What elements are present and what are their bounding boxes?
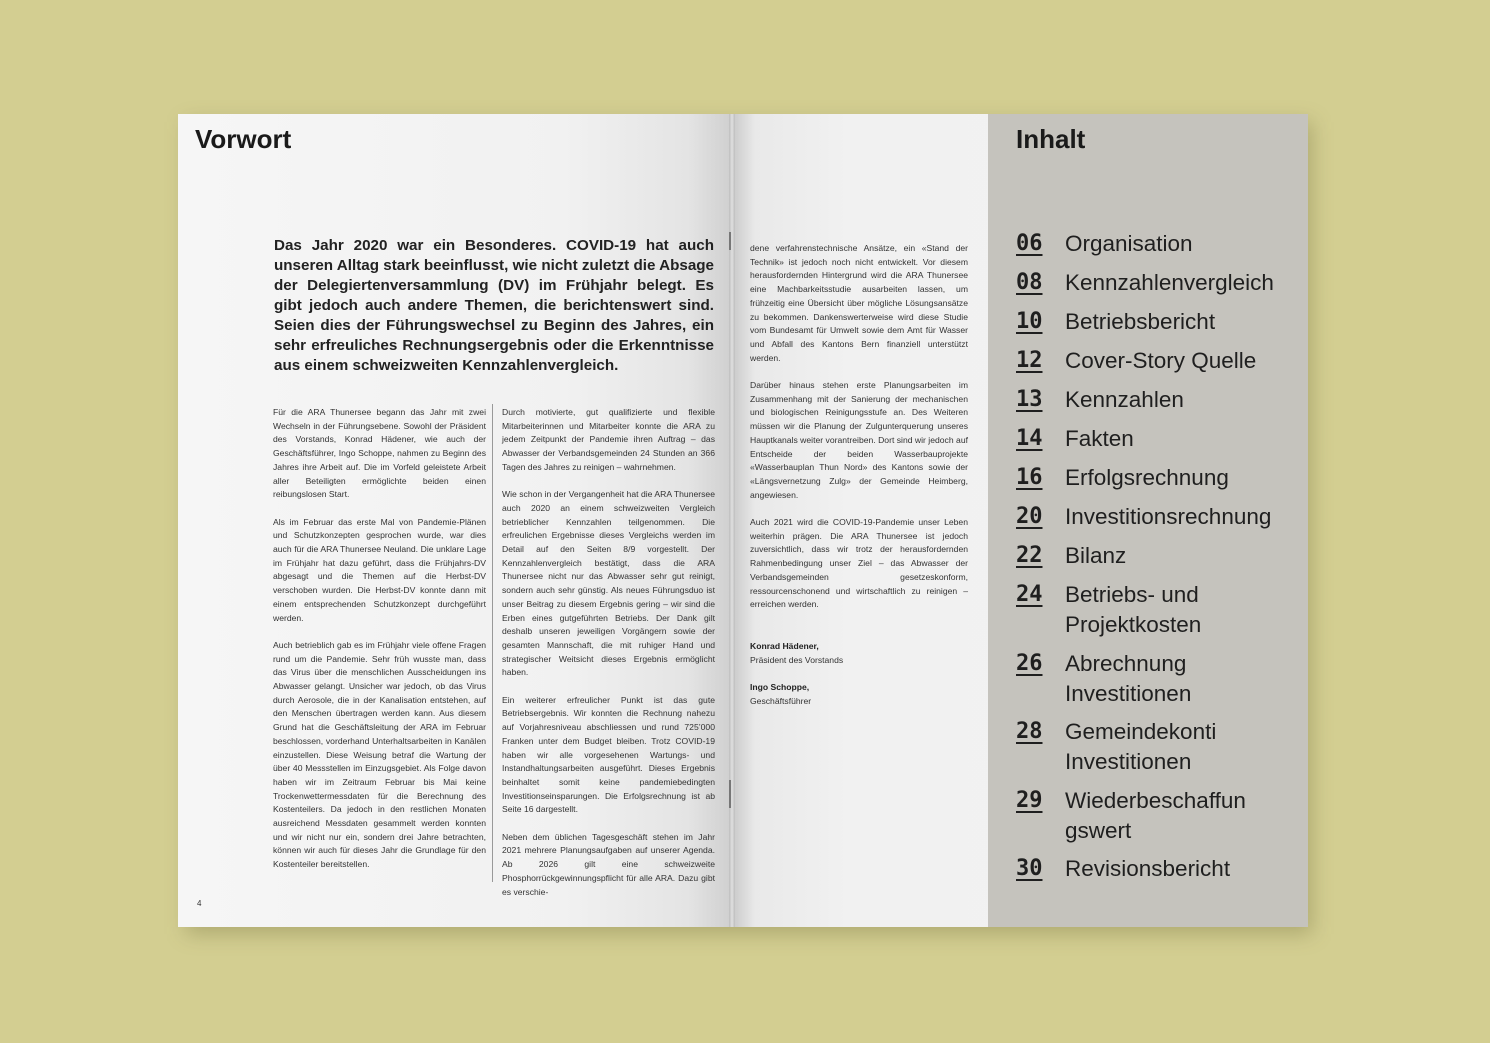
toc-page-number: 13 bbox=[1016, 387, 1043, 412]
toc-page-number: 12 bbox=[1016, 348, 1043, 373]
toc-entry-label: Wiederbeschaffungswert bbox=[1065, 788, 1246, 843]
text-column-3 bbox=[750, 242, 968, 626]
toc-entry-label: Investitionsrechnung bbox=[1065, 504, 1272, 529]
toc-page-number: 24 bbox=[1016, 582, 1043, 607]
paragraph: Als im Februar das erste Mal von Pandemie-Plänen und Schutzkonzepten gesprochen wurde, war dies auch für die ARA Thunersee Neuland. Die unklare Lage im Frühjahr hat dazu geführt, dass die Frühjahrs-DV abgesagt und die Themen auf die Herbst-DV verschoben wurden. Die Herbst-DV konnte dann mit einem entsprechenden Schutzkonzept durchgeführt werden. bbox=[273, 516, 486, 623]
column-divider bbox=[492, 404, 493, 882]
paragraph: Auch 2021 wird die COVID-19-Pandemie unser Leben weiterhin prägen. Die ARA Thunersee ist jedoch zuversichtlich, dass wir trotz der herausfordernden Rahmenbedingung unser Ziel – das Abwasser der Verbandsgemeinden gesetzeskonform, ressourcenschonend und wirtschaftlich zu reinigen – erreichen werden. bbox=[750, 517, 968, 610]
paragraph: Durch motivierte, gut qualifizierte und flexible Mitarbeiterinnen und Mitarbeiter konnte die ARA zu jedem Zeitpunkt der Pandemie ihren Auftrag – das Abwasser der Verbandsgemeinden 24 Stunden an 366 Tagen des Jahres zu reinigen – wahrnehmen. bbox=[502, 407, 715, 472]
toc-entry-label: Cover-Story Quelle bbox=[1065, 348, 1257, 373]
toc-page-number: 29 bbox=[1016, 788, 1043, 813]
toc-page-number: 14 bbox=[1016, 426, 1043, 451]
toc-page-number: 26 bbox=[1016, 651, 1043, 676]
toc-page-number: 16 bbox=[1016, 465, 1043, 490]
signature-role: Präsident des Vorstands bbox=[750, 654, 844, 665]
paragraph: Ein weiterer erfreulicher Punkt ist das gute Betriebsergebnis. Wir konnten die Rechnung nahezu auf Vorjahresniveau abschliessen und rund 725’000 Franken unter dem Budget bleiben. Trotz COVID-19 haben wir alle vorgesehenen Wartungs- und Instandhaltungsarbeiten ausgeführt. Dieses Ergebnis beinhaltet somit keine pandemiebedingten Investitionseinsparungen. Die Erfolgsrechnung ist ab Seite 16 dargestellt. bbox=[502, 694, 715, 815]
signature-role: Geschäftsführer bbox=[750, 695, 812, 706]
paragraph: dene verfahrenstechnische Ansätze, ein «Stand der Technik» ist jedoch noch nicht entwickelt. Vor diesem herausfordernden Hintergrund wird die ARA Thunersee eine Machbarkeitsstudie ausarbeiten lassen, um frühzeitig eine Übersicht über mögliche Lösungsansätze zu bekommen. Dankenswerterweise wird diese Studie vom Bundesamt für Umwelt sowie dem Amt für Wasser und Abfall des Kantons Bern finanziell unterstützt werden. bbox=[750, 243, 968, 363]
paragraph: Auch betrieblich gab es im Frühjahr viele offene Fragen rund um die Pandemie. Sehr früh wusste man, dass das Virus über die menschlichen Ausscheidungen ins Abwasser gelangt. Unsicher war jedoch, ob das Virus durch Aerosole, die in der Kanalisation entstehen, auf den Menschen übertragen werden kann. Aus diesem Grund hat die Geschäftsleitung der ARA im Februar beschlossen, vorderhand Unterhaltsarbeiten in Kanälen einzustellen. Diese Weisung betraf die Wartung der über 40 Messstellen im Einzugsgebiet. Als Folge davon haben wir im Zeitraum Februar bis Mai keine Trockenwettermessdaten für die Berechnung des Kostenteilers. Da jedoch in den restlichen Monaten ausreichend Messdaten gesammelt werden konnten und wir nicht nur ein, sondern drei Jahre betrachten, können wir auch für dieses Jahr die Grundlage für den Kostenteiler bereitstellen. bbox=[273, 639, 486, 870]
toc-page-number: 22 bbox=[1016, 543, 1043, 568]
toc-title: Inhalt bbox=[1016, 124, 1086, 154]
text-column-2 bbox=[502, 406, 715, 913]
toc-entry-label: Fakten bbox=[1065, 426, 1134, 451]
toc-entry-label: Revisionsbericht bbox=[1065, 856, 1231, 881]
toc-entry-label: Betriebs- und Projektkosten bbox=[1065, 582, 1202, 637]
toc-entry-label: Kennzahlen bbox=[1065, 387, 1184, 412]
toc-page-number: 10 bbox=[1016, 309, 1043, 334]
text-column-1 bbox=[273, 406, 486, 886]
paragraph: Neben dem üblichen Tagesgeschäft stehen im Jahr 2021 mehrere Planungsaufgaben auf unserer Agenda. Ab 2026 gilt eine schweizweite Phosphorrückgewinnungspflicht für alle ARA. Dazu gibt es verschie- bbox=[502, 831, 715, 897]
toc-entry-label: Abrechnung Investitionen bbox=[1065, 651, 1192, 706]
toc-page-number: 06 bbox=[1016, 231, 1043, 256]
binding-mark-bottom bbox=[729, 780, 731, 808]
page-number: 4 bbox=[197, 899, 202, 908]
signature-name: Ingo Schoppe, bbox=[750, 682, 810, 692]
toc-entry-label: Kennzahlenvergleich bbox=[1065, 270, 1274, 295]
signature-name: Konrad Hädener, bbox=[750, 641, 819, 651]
lead-paragraph: Das Jahr 2020 war ein Besonderes. COVID-19 hat auch unseren Alltag stark beeinflusst, wie nicht zuletzt die Absage der Delegiertenversammlung (DV) im Frühjahr belegt. Es gibt jedoch auch andere Themen, die berichtenswert sind. Seien dies der Führungswechsel zu Beginn des Jahres, ein sehr erfreuliches Rechnungsergebnis oder die Erkenntnisse aus einem schweizweiten Kennzahlenvergleich. bbox=[274, 237, 714, 374]
binding-mark-top bbox=[729, 232, 731, 250]
toc-entry-label: Gemeindekonti Investitionen bbox=[1065, 719, 1217, 774]
toc-entry-label: Bilanz bbox=[1065, 543, 1127, 568]
toc-entry-label: Betriebsbericht bbox=[1065, 309, 1216, 334]
toc-page-number: 20 bbox=[1016, 504, 1043, 529]
paragraph: Wie schon in der Vergangenheit hat die ARA Thunersee auch 2020 an einem schweizweiten Vergleich betrieblicher Kennzahlen teilgenommen. Die erfreulichen Ergebnisse dieses Vergleichs werden im Detail auf den Seiten 8/9 vorgestellt. Der Kennzahlenvergleich bestätigt, dass die ARA Thunersee nicht nur das Abwasser sehr gut reinigt, sondern auch sehr günstig. Als neues Führungsduo ist unser Beitrag zu diesem Ergebnis gering – wir sind die Erben eines gutgeführten Betriebs. Der Dank gilt deshalb unseren jeweiligen Vorgängern sowie der gesamten Mannschaft, die mit ruhiger Hand und strategischer Weitsicht dieses Ergebnis ermöglicht haben. bbox=[502, 489, 715, 678]
signature-president bbox=[750, 640, 843, 667]
toc-page-number: 30 bbox=[1016, 856, 1043, 881]
toc-page-number: 28 bbox=[1016, 719, 1043, 744]
paragraph: Für die ARA Thunersee begann das Jahr mit zwei Wechseln in der Führungsebene. Sowohl der Präsident des Vorstands, Konrad Hädener, wie auch der Geschäftsführer, Ingo Schoppe, nahmen zu Beginn des Jahres ihre Arbeit auf. Die im Vorfeld geleistete Arbeit aller Beteiligten ermöglichte beiden einen reibungslosen Start. bbox=[273, 407, 486, 500]
paragraph: Darüber hinaus stehen erste Planungsarbeiten im Zusammenhang mit der Sanierung der mechanischen und biologischen Reinigungsstufe an. Des Weiteren müssen wir die Planung der Zulgunterquerung unseres Hauptkanals weiter vorantreiben. Dort sind wir jedoch auf Entscheide der beiden Wasserbauprojekte «Wasserbauplan Thun Nord» des Kantons sowie der «Längsvernetzung Zulg» der Gemeinde Heimberg, angewiesen. bbox=[750, 380, 968, 500]
toc-page-number: 08 bbox=[1016, 270, 1043, 295]
signature-managing-director bbox=[750, 681, 811, 708]
toc-entry-label: Erfolgsrechnung bbox=[1065, 465, 1229, 490]
page-title-vorwort: Vorwort bbox=[195, 124, 292, 154]
toc-entry-label: Organisation bbox=[1065, 231, 1193, 256]
